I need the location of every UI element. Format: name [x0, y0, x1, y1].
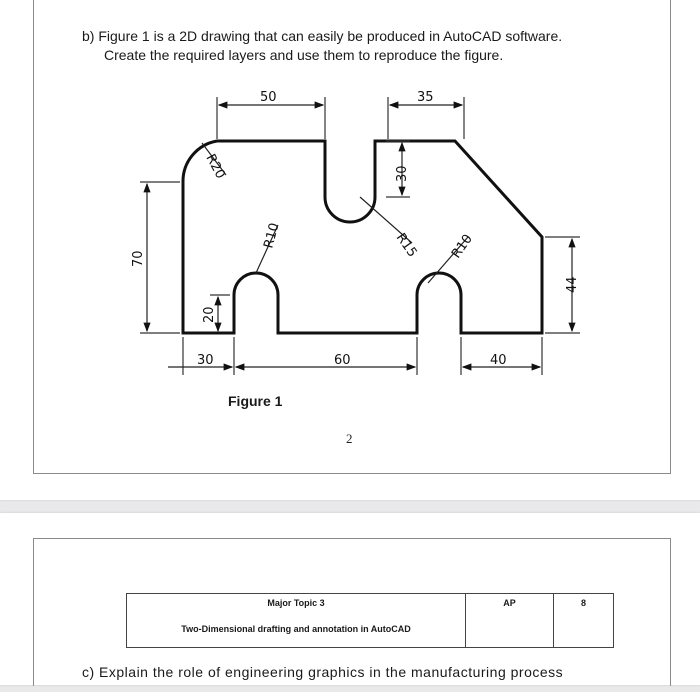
question-line-2: Create the required layers and use them to reproduce the figure. — [104, 47, 504, 63]
topic-cell — [127, 594, 466, 648]
cut-off-text: c) Explain the role of engineering graphics in the manufacturing process — [82, 664, 564, 680]
question-line-1: b) Figure 1 is a 2D drawing that can easily be produced in AutoCAD software. — [82, 28, 563, 44]
dim-right-height: 44 — [565, 276, 580, 293]
dim-slot-height: 20 — [202, 306, 217, 323]
hours-cell: 8 — [554, 594, 614, 648]
topic-table — [126, 593, 614, 648]
page-number: 2 — [346, 431, 353, 446]
dim-bottom-middle: 60 — [334, 353, 351, 368]
ap-cell: AP — [466, 594, 554, 648]
dim-bottom-right: 40 — [490, 353, 507, 368]
dim-notch-depth: 30 — [395, 165, 410, 182]
figure-1-drawing — [120, 85, 590, 385]
dim-left-slot-radius: R10 — [261, 221, 283, 251]
dim-notch-top-width: 35 — [417, 90, 434, 105]
cut-off-question — [82, 664, 564, 683]
figure-caption: Figure 1 — [228, 393, 283, 409]
dim-corner-radius: R20 — [202, 151, 228, 182]
dimension-lines — [147, 105, 572, 367]
question-text — [82, 27, 642, 65]
dim-notch-radius: R15 — [392, 230, 420, 261]
dimension-labels — [131, 90, 580, 368]
dim-top-width: 50 — [260, 90, 277, 105]
part-outline — [183, 141, 542, 333]
topic-title: Two-Dimensional drafting and annotation in AutoCAD — [181, 624, 411, 634]
topic-label: Major Topic 3 — [267, 598, 325, 608]
dim-left-height: 70 — [131, 250, 146, 267]
document-page-2 — [0, 513, 700, 685]
dim-bottom-left: 30 — [197, 353, 214, 368]
dim-right-slot-radius: R10 — [448, 231, 476, 262]
